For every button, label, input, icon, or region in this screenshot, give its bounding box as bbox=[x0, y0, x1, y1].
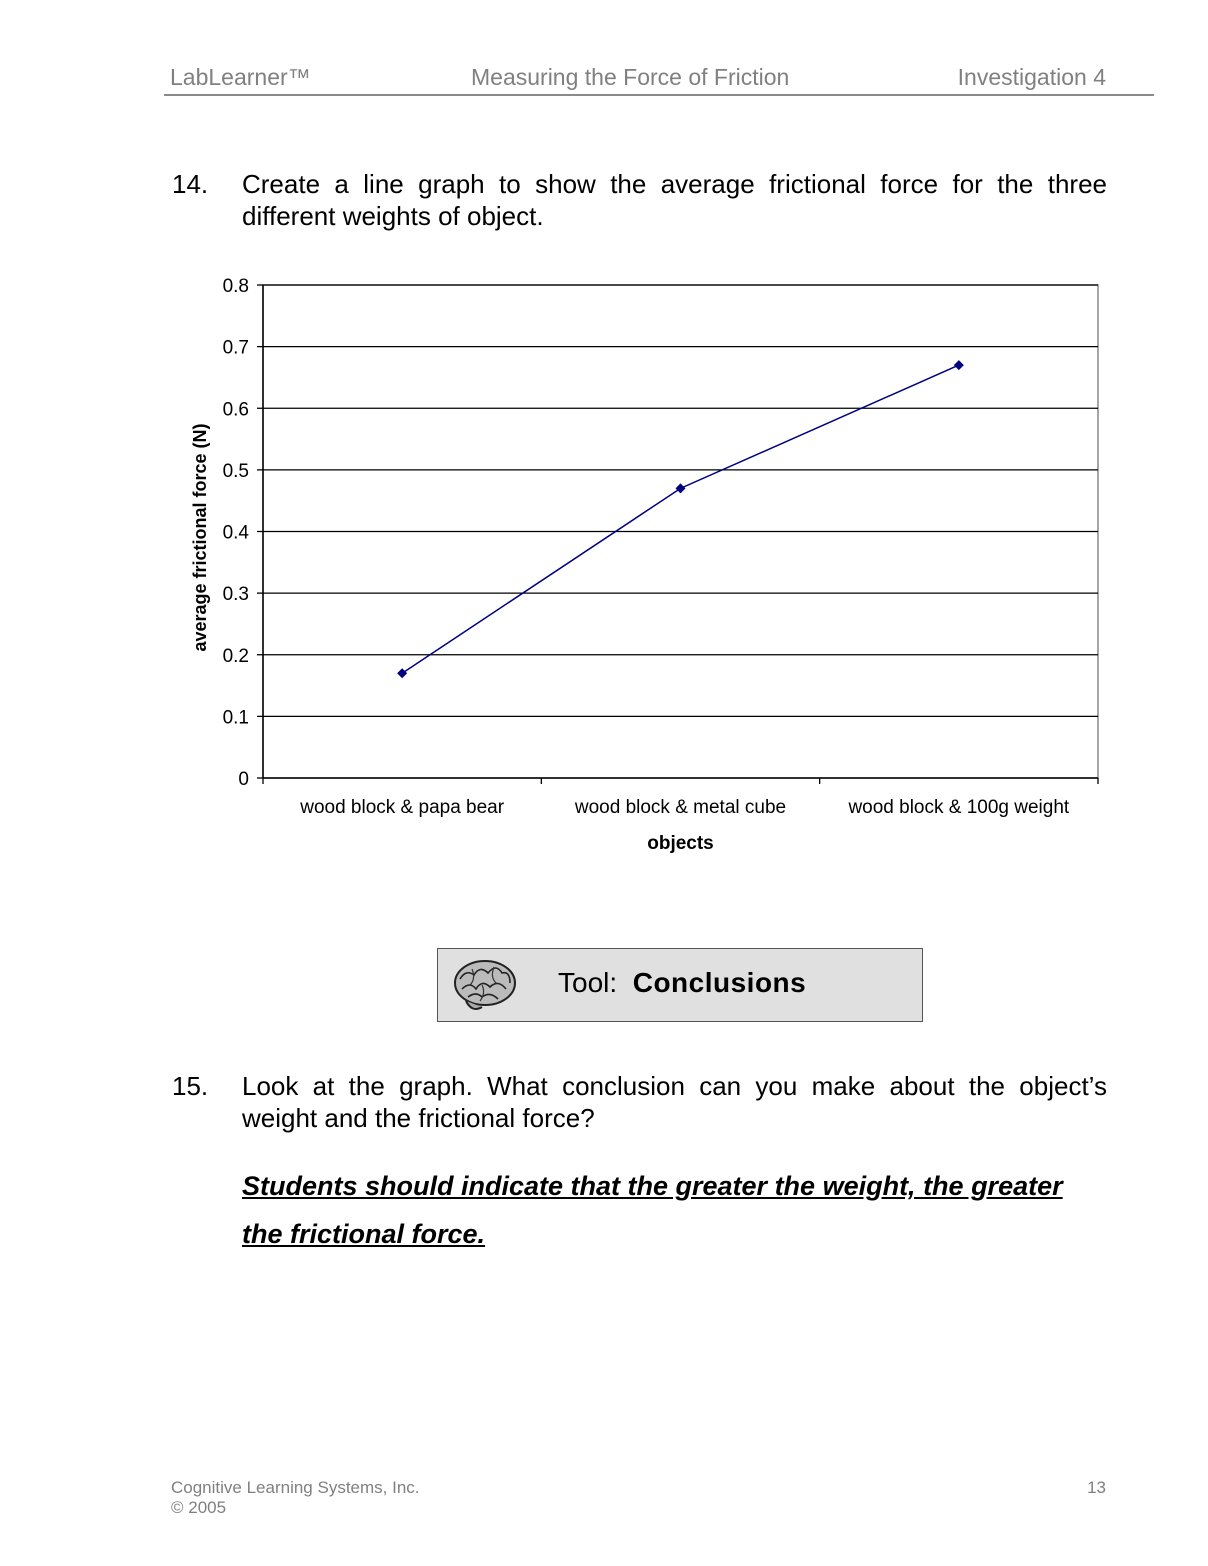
question-number: 14. bbox=[172, 169, 209, 199]
footer-copyright: © 2005 bbox=[171, 1498, 227, 1517]
header-title: Measuring the Force of Friction bbox=[471, 64, 790, 90]
y-tick-label: 0.4 bbox=[222, 522, 249, 544]
tool-box bbox=[437, 948, 923, 1022]
y-tick-label: 0.2 bbox=[222, 645, 249, 667]
question-text: Create a line graph to show the average frictional force for the three different weights of object. bbox=[242, 169, 1107, 231]
footer-company bbox=[171, 1478, 420, 1518]
brain-icon bbox=[452, 957, 518, 1015]
tool-label bbox=[558, 967, 806, 999]
y-tick-label: 0 bbox=[238, 769, 249, 790]
x-tick-label: wood block & metal cube bbox=[574, 797, 787, 818]
tool-prefix: Tool: bbox=[558, 967, 618, 998]
tool-name: Conclusions bbox=[632, 967, 807, 998]
x-axis-title: objects bbox=[647, 833, 714, 854]
question-number: 15. bbox=[172, 1071, 209, 1101]
y-axis-title: average frictional force (N) bbox=[190, 423, 210, 652]
header-brand: LabLearner™ bbox=[170, 64, 311, 90]
y-tick-label: 0.8 bbox=[222, 276, 249, 297]
y-tick-label: 0.6 bbox=[222, 399, 249, 421]
header-investigation: Investigation 4 bbox=[957, 64, 1106, 90]
footer-company-name: Cognitive Learning Systems, Inc. bbox=[171, 1478, 420, 1497]
x-tick-label: wood block & 100g weight bbox=[848, 797, 1070, 818]
answer-text: Students should indicate that the greater the weight, the greater the frictional force. bbox=[242, 1171, 1063, 1249]
y-tick-label: 0.7 bbox=[222, 337, 249, 359]
question-text: Look at the graph. What conclusion can you make about the object’s weight and the frictional force? bbox=[242, 1071, 1107, 1133]
y-tick-label: 0.3 bbox=[222, 584, 249, 606]
page-number: 13 bbox=[1087, 1478, 1106, 1497]
y-tick-label: 0.5 bbox=[222, 460, 249, 482]
x-tick-label: wood block & papa bear bbox=[300, 797, 505, 818]
y-tick-label: 0.1 bbox=[222, 707, 249, 729]
